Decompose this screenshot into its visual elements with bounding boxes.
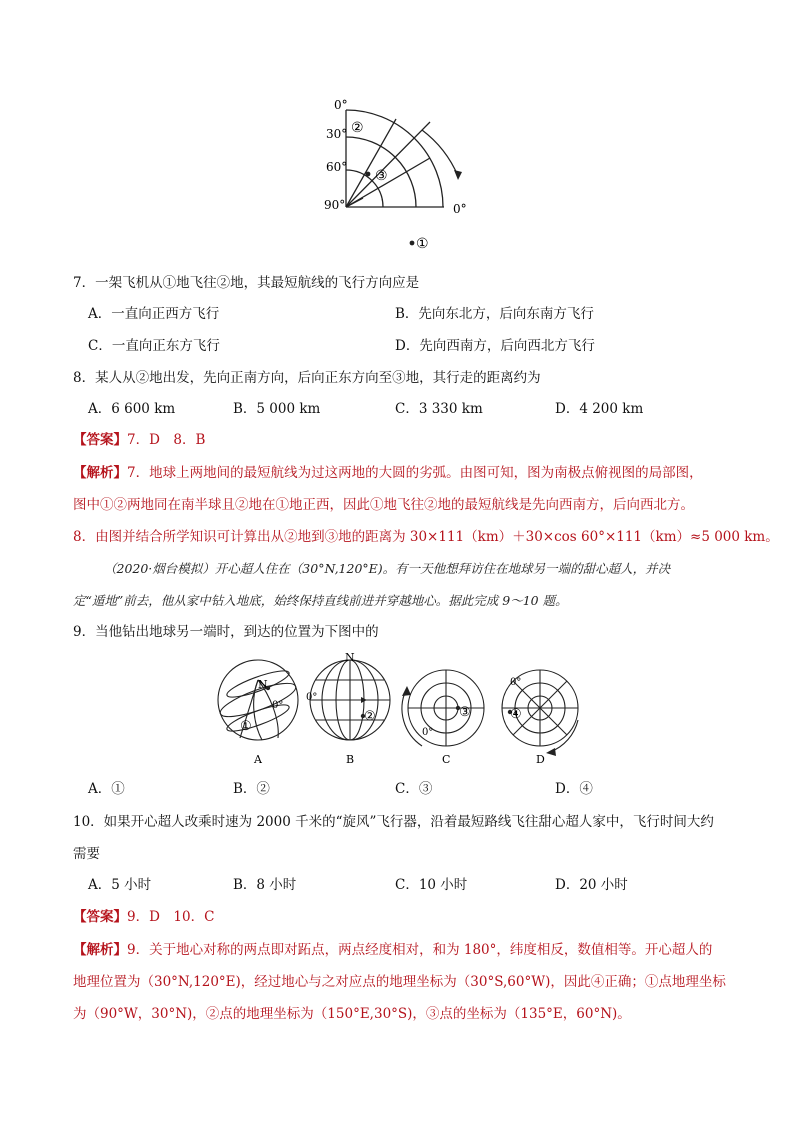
globe-a xyxy=(217,660,299,740)
q9-option-a: A．① xyxy=(88,781,125,797)
answer-9-10 xyxy=(73,908,214,926)
globe-b-point: ② xyxy=(364,709,376,724)
answer2-text: 9．D 10．C xyxy=(127,909,215,925)
analysis-9-line2: 地理位置为（30°N,120°E)，经过地心与之对应点的地理坐标为（30°S,60°W)，因此④正确；①点地理坐标 xyxy=(73,974,726,990)
q9-option-c: C．③ xyxy=(395,781,433,797)
q9-option-d: D．④ xyxy=(555,781,593,797)
passage-line2: 定“遁地”前去，他从家中钻入地底，始终保持直线前进并穿越地心。据此完成 9～10 题。 xyxy=(73,593,568,608)
q7-option-d: D．先向西南方，后向西北方飞行 xyxy=(395,338,595,354)
analysis-9-line1 xyxy=(73,941,712,959)
q10-option-d: D．20 小时 xyxy=(555,877,628,893)
analysis2-label: 【解析】 xyxy=(73,942,127,958)
point1-label: ① xyxy=(416,236,429,250)
analysis-8-line: 8．由图并结合所学知识可计算出从②地到③地的距离为 30×111（km）＋30×cos 60°×111（km）≈5 000 km。 xyxy=(73,529,779,545)
q7-option-a: A．一直向正西方飞行 xyxy=(88,306,220,322)
q8-option-a: A．6 600 km xyxy=(88,401,176,417)
q8-option-d: D．4 200 km xyxy=(555,401,644,417)
panel-d-label: D xyxy=(536,753,545,766)
q9-option-b: B．② xyxy=(233,781,270,797)
q7-stem: 7．一架飞机从①地飞往②地，其最短航线的飞行方向应是 xyxy=(73,275,420,291)
globe-a-n: N xyxy=(258,678,268,691)
q9-stem: 9．当他钻出地球另一端时，到达的位置为下图中的 xyxy=(73,624,379,640)
answer2-label: 【答案】 xyxy=(73,909,127,925)
lon0-label: 0° xyxy=(453,202,467,216)
analysis-9-text: 9．关于地心对称的两点即对跖点，两点经度相对，和为 180°，纬度相反，数值相等。开心超人的 xyxy=(127,942,713,958)
passage-line1: （2020·烟台模拟）开心超人住在（30°N,120°E)。有一天他想拜访住在地球另一端的甜心超人，并决 xyxy=(104,561,671,576)
q8-stem: 8．某人从②地出发，先向正南方向，后向正东方向至③地，其行走的距离约为 xyxy=(73,370,541,386)
globe-c xyxy=(402,670,484,746)
lat30-label: 30° xyxy=(326,127,348,141)
panel-c-label: C xyxy=(442,753,451,766)
q10-stem-line1: 10．如果开心超人改乘时速为 2000 千米的“旋风”飞行器，沿着最短路线飞往甜心超人家中，飞行时间大约 xyxy=(73,814,714,830)
point2-label: ② xyxy=(351,120,364,136)
answer-7-8 xyxy=(73,431,205,449)
analysis-7-line1 xyxy=(73,464,703,482)
globe-c-0: 0° xyxy=(422,727,434,738)
answer-label: 【答案】 xyxy=(73,432,127,448)
q8-option-b: B．5 000 km xyxy=(233,401,321,417)
q8-option-c: C．3 330 km xyxy=(395,401,483,417)
globe-b xyxy=(310,660,390,740)
panel-a-label: A xyxy=(254,753,262,766)
analysis-7-text: 7．地球上两地间的最短航线为过这两地的大圆的劣弧。由图可知，图为南极点俯视图的局部图， xyxy=(127,465,703,481)
q10-option-a: A．5 小时 xyxy=(88,877,152,893)
analysis-7-line2: 图中①②两地同在南半球且②地在①地正西，因此①地飞往②地的最短航线是先向西南方，后向西北方。 xyxy=(73,497,694,513)
polar-quarter-figure xyxy=(320,98,480,250)
q10-option-c: C．10 小时 xyxy=(395,877,468,893)
globes-figure xyxy=(210,650,590,770)
globe-a-0: 0° xyxy=(272,700,284,711)
globe-d-0: 0° xyxy=(510,677,522,688)
q7-option-c: C．一直向正东方飞行 xyxy=(88,338,220,354)
point3-label: ③ xyxy=(375,168,388,184)
lat90-label: 90° xyxy=(324,198,346,212)
q10-stem-line2: 需要 xyxy=(73,846,100,862)
lat60-label: 60° xyxy=(326,160,348,174)
q10-option-b: B．8 小时 xyxy=(233,877,297,893)
q7-option-b: B．先向东北方，后向东南方飞行 xyxy=(395,306,594,322)
analysis-9-line3: 为（90°W，30°N)，②点的地理坐标为（150°E,30°S)，③点的坐标为（135°E，60°N)。 xyxy=(73,1006,631,1022)
analysis-label: 【解析】 xyxy=(73,465,127,481)
globe-b-n: N xyxy=(345,651,355,664)
globe-b-0: 0° xyxy=(306,692,318,703)
lat0-label: 0° xyxy=(334,98,348,112)
answer-text: 7．D 8．B xyxy=(127,432,206,448)
globe-d-point: ④ xyxy=(510,707,522,722)
globe-a-point: ① xyxy=(240,719,252,734)
panel-b-label: B xyxy=(346,753,355,766)
globe-c-point: ③ xyxy=(459,705,471,720)
